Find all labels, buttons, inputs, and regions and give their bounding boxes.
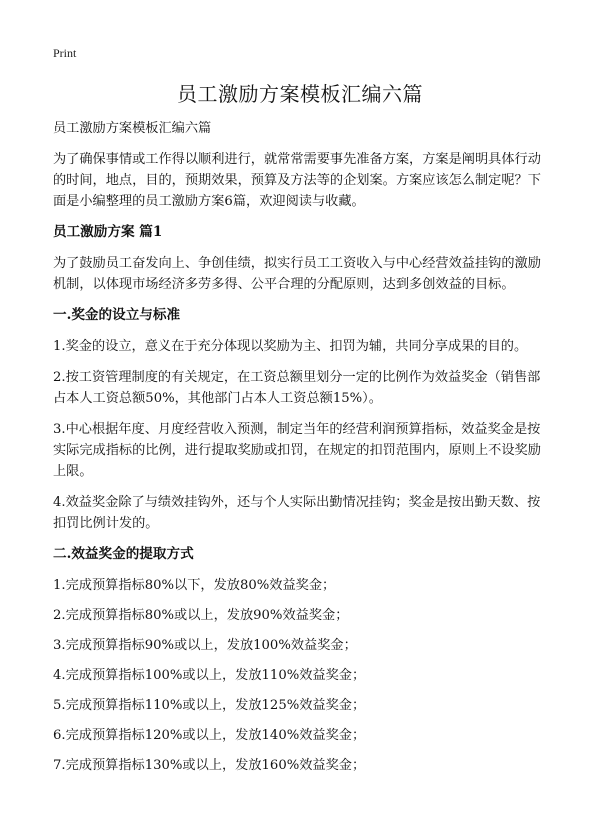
article-intro-paragraph: 为了鼓励员工奋发向上、争创佳绩，拟实行员工工资收入与中心经营效益挂钩的激励机制，以体现市场经济多劳多得、公平合理的分配原则，达到多创效益的目标。 [53,256,541,292]
document-body [53,118,550,785]
list-item: 4.效益奖金除了与绩效挂钩外，还与个人实际出勤情况挂钩；奖金是按出勤天数、按扣罚比例计发的。 [53,495,541,531]
document-title: 员工激励方案模板汇编六篇 [177,82,423,106]
list-item: 3.中心根据年度、月度经营收入预测，制定当年的经营利润预算指标，效益奖金是按实际完成指标的比例，进行提取奖励或扣罚，在规定的扣罚范围内，原则上不设奖励上限。 [53,422,541,479]
list-item: 1.完成预算指标80%以下，发放80%效益奖金； [53,578,336,593]
document-subtitle: 员工激励方案模板汇编六篇 [53,121,212,136]
list-item: 2.完成预算指标80%或以上，发放90%效益奖金； [53,608,349,623]
list-item: 4.完成预算指标100%或以上，发放110%效益奖金； [53,668,366,683]
print-link[interactable]: Print [53,46,77,60]
article-heading: 员工激励方案 篇1 [53,224,163,240]
list-item: 7.完成预算指标130%或以上，发放160%效益奖金； [53,758,366,773]
section-heading-bonus-setup: 一.奖金的设立与标准 [53,307,181,323]
list-item: 3.完成预算指标90%或以上，发放100%效益奖金； [53,638,357,653]
list-item: 5.完成预算指标110%或以上，发放125%效益奖金； [53,698,366,713]
list-item: 1.奖金的设立，意义在于充分体现以奖励为主、扣罚为辅，共同分享成果的目的。 [53,339,528,354]
section-heading-bonus-extraction: 二.效益奖金的提取方式 [53,546,194,562]
intro-paragraph: 为了确保事情或工作得以顺利进行，就常常需要事先准备方案，方案是阐明具体行动的时间，地点，目的，预期效果，预算及方法等的企划案。方案应该怎么制定呢？下面是小编整理的员工激励方案6篇，欢迎阅读与收藏。 [53,152,541,209]
list-item: 6.完成预算指标120%或以上，发放140%效益奖金； [53,728,366,743]
list-item: 2.按工资管理制度的有关规定，在工资总额里划分一定的比例作为效益奖金（销售部占本人工资总额50%，其他部门占本人工资总额15%）。 [53,370,541,406]
